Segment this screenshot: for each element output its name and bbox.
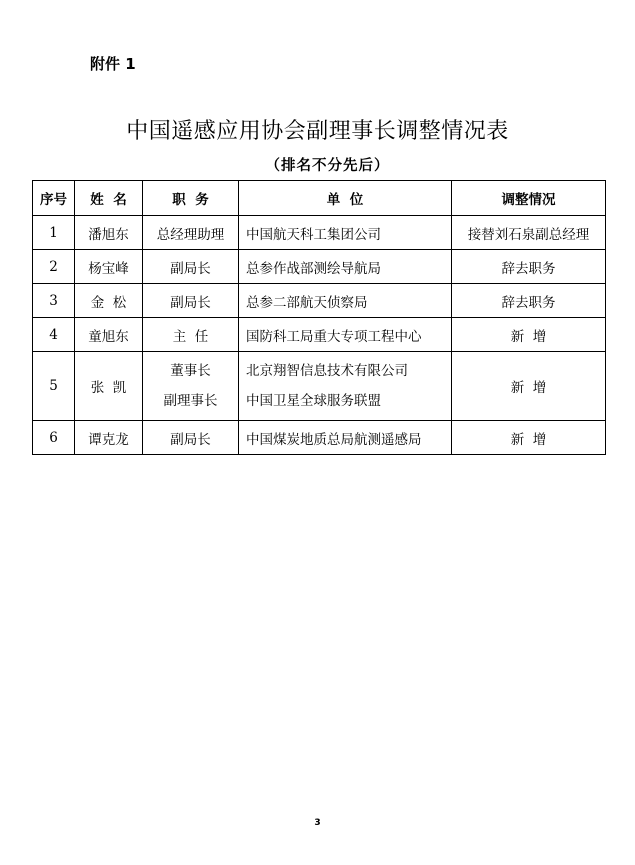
cell-no: 1: [33, 216, 75, 250]
page-number: 3: [314, 818, 321, 828]
cell-unit: 国防科工局重大专项工程中心: [239, 318, 452, 352]
cell-name: 金 松: [75, 284, 143, 318]
cell-change: 接替刘石泉副总经理: [452, 216, 606, 250]
cell-change: 辞去职务: [452, 250, 606, 284]
cell-name: 杨宝峰: [75, 250, 143, 284]
header-name: 姓 名: [75, 181, 143, 216]
cell-change: 新 增: [452, 421, 606, 455]
cell-no: 3: [33, 284, 75, 318]
cell-title-line: 副理事长: [163, 393, 218, 409]
cell-unit-line: 北京翔智信息技术有限公司: [246, 363, 408, 379]
cell-name: 张 凯: [75, 352, 143, 421]
cell-name: 谭克龙: [75, 421, 143, 455]
cell-unit: [239, 352, 452, 421]
cell-no: 2: [33, 250, 75, 284]
table-row: [33, 216, 606, 250]
header-unit: 单 位: [239, 181, 452, 216]
cell-no: 4: [33, 318, 75, 352]
table-header-row: [33, 181, 606, 216]
table-row: [33, 318, 606, 352]
table-row: [33, 284, 606, 318]
header-no: 序号: [33, 181, 75, 216]
header-change: 调整情况: [452, 181, 606, 216]
cell-title: [143, 352, 239, 421]
cell-title-line: 董事长: [170, 363, 211, 379]
cell-change: 辞去职务: [452, 284, 606, 318]
adjustment-table: [32, 180, 606, 455]
cell-unit: 中国航天科工集团公司: [239, 216, 452, 250]
cell-unit: 总参二部航天侦察局: [239, 284, 452, 318]
cell-title: 副局长: [143, 250, 239, 284]
cell-change: 新 增: [452, 352, 606, 421]
cell-no: 5: [33, 352, 75, 421]
header-title: 职 务: [143, 181, 239, 216]
table-row: [33, 250, 606, 284]
document-subtitle: （排名不分先后）: [265, 158, 390, 174]
cell-title: 主 任: [143, 318, 239, 352]
cell-name: 潘旭东: [75, 216, 143, 250]
cell-title: 副局长: [143, 284, 239, 318]
table-row: [33, 352, 606, 421]
cell-unit: 总参作战部测绘导航局: [239, 250, 452, 284]
attachment-label: 附件 1: [90, 55, 136, 73]
cell-name: 童旭东: [75, 318, 143, 352]
cell-unit: 中国煤炭地质总局航测遥感局: [239, 421, 452, 455]
cell-title: 副局长: [143, 421, 239, 455]
table-row: [33, 421, 606, 455]
cell-no: 6: [33, 421, 75, 455]
cell-title: 总经理助理: [143, 216, 239, 250]
document-title: 中国遥感应用协会副理事长调整情况表: [126, 119, 509, 144]
cell-change: 新 增: [452, 318, 606, 352]
cell-unit-line: 中国卫星全球服务联盟: [246, 393, 381, 409]
